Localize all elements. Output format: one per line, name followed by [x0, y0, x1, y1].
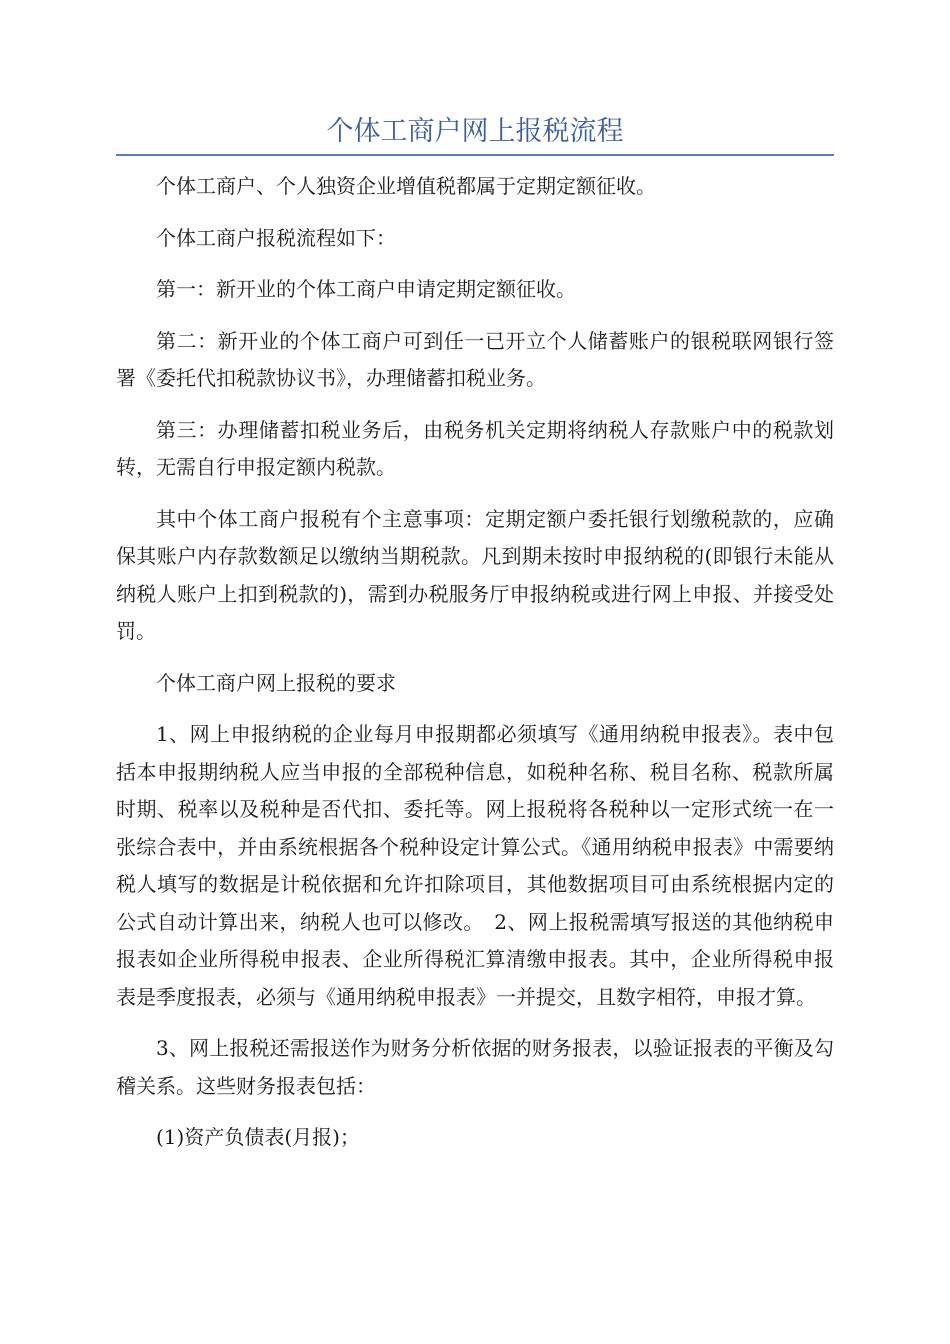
- paragraph-requirement-one-two: 1、网上申报纳税的企业每月申报期都必须填写《通用纳税申报表》。表中包括本申报期纳税人应当申报的全部税种信息，如税种名称、税目名称、税款所属时期、税率以及税种是否代扣、委托等。网上报税将各税种以一定形式统一在一张综合表中，并由系统根据各个税种设定计算公式。《通用纳税申报表》中需要纳税人填写的数据是计税依据和允许扣除项目，其他数据项目可由系统根据内定的公式自动计算出来，纳税人也可以修改。 2、网上报税需填写报送的其他纳税申报表如企业所得税申报表、企业所得税汇算清缴申报表。其中，企业所得税申报表是季度报表，必须与《通用纳税申报表》一并提交，且数字相符，申报才算。: [116, 722, 834, 1009]
- page-title: 个体工商户网上报税流程: [326, 116, 624, 147]
- paragraph-list-item-1: (1)资产负债表(月报)；: [156, 1125, 360, 1149]
- paragraph-requirement-three: 3、网上报税还需报送作为财务分析依据的财务报表，以验证报表的平衡及勾稽关系。这些财务报表包括：: [116, 1036, 834, 1098]
- title-divider: [116, 154, 834, 156]
- document-body: [116, 168, 834, 1171]
- paragraph-process-heading: 个体工商户报税流程如下：: [156, 225, 396, 250]
- paragraph-step-one: 第一：新开业的个体工商户申请定期定额征收。: [156, 277, 576, 301]
- paragraph-step-three: 第三：办理储蓄扣税业务后，由税务机关定期将纳税人存款账户中的税款划转，无需自行申报定额内税款。: [116, 417, 834, 479]
- paragraph-requirements-heading: 个体工商户网上报税的要求: [156, 670, 396, 695]
- paragraph-notes: 其中个体工商户报税有个主意事项：定期定额户委托银行划缴税款的，应确保其账户内存款数额足以缴纳当期税款。凡到期未按时申报纳税的(即银行未能从纳税人账户上扣到税款的)，需到办税服务厅申报纳税或进行网上申报、并接受处罚。: [116, 506, 834, 643]
- paragraph-intro: 个体工商户、个人独资企业增值税都属于定期定额征收。: [156, 174, 656, 198]
- paragraph-step-two: 第二：新开业的个体工商户可到任一已开立个人储蓄账户的银税联网银行签署《委托代扣税款协议书》，办理储蓄扣税业务。: [116, 328, 834, 390]
